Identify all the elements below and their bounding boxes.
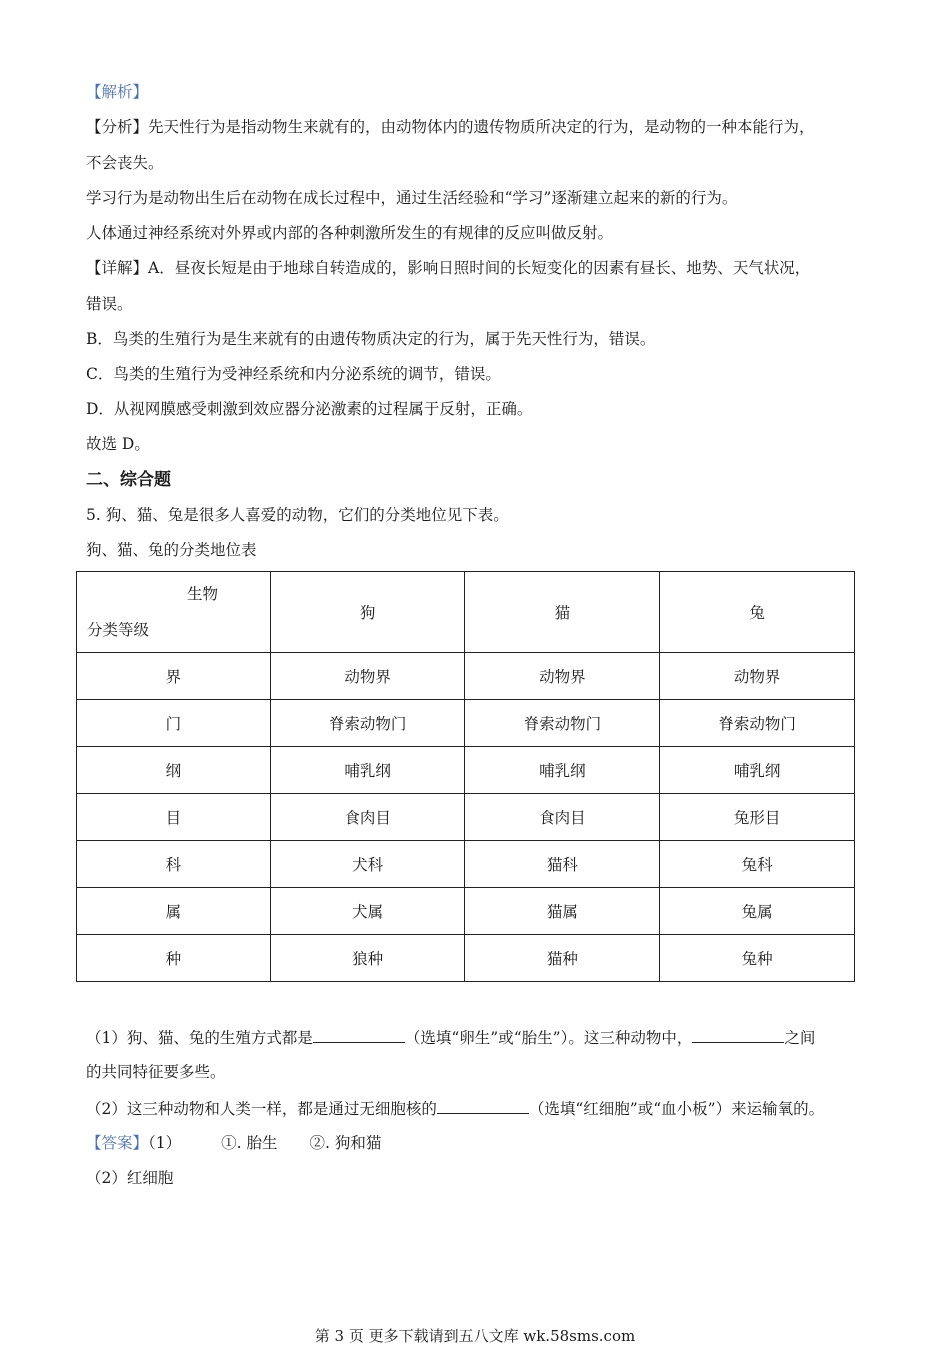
table-caption: 狗、猫、兔的分类地位表 [86,541,257,559]
sub-question-1-line2: 的共同特征要多些。 [86,1063,226,1081]
table-row [77,700,855,747]
q1-text-a: （1）狗、猫、兔的生殖方式都是 [86,1029,313,1047]
rank-cell: 科 [77,841,271,888]
table-cell: 动物界 [660,653,855,700]
answer-q1-b: ②. 狗和猫 [309,1134,382,1152]
answer-blank-2 [692,1026,784,1043]
table-row [77,841,855,888]
table-row [77,888,855,935]
rank-cell: 门 [77,700,271,747]
table-cell: 食肉目 [465,794,660,841]
table-cell: 兔科 [660,841,855,888]
analysis-line3: 学习行为是动物出生后在动物在成长过程中，通过生活经验和“学习”逐渐建立起来的新的行为。 [86,189,738,207]
rank-cell: 界 [77,653,271,700]
table-cell: 兔属 [660,888,855,935]
rank-cell: 纲 [77,747,271,794]
table-cell: 猫属 [465,888,660,935]
answer-blank-3 [437,1097,529,1114]
table-cell: 哺乳纲 [270,747,465,794]
answer-line-1 [86,1133,381,1153]
analysis-line4: 人体通过神经系统对外界或内部的各种刺激所发生的有规律的反应叫做反射。 [86,224,614,242]
analysis-fenxi-line2: 不会丧失。 [86,154,164,172]
fenxi-text: 先天性行为是指动物生来就有的，由动物体内的遗传物质所决定的行为，是动物的一种本能行为， [148,118,815,136]
table-cell: 猫科 [465,841,660,888]
table-row [77,653,855,700]
analysis-fenxi-line1 [86,117,815,137]
analysis-title: 【解析】 [86,83,149,101]
classification-table [76,571,855,982]
xiangjie-text: A．昼夜长短是由于地球自转造成的，影响日照时间的长短变化的因素有昼长、地势、天气状况， [148,259,811,277]
analysis-xiangjie-line1 [86,258,810,278]
column-header-cat: 猫 [465,572,660,653]
column-header-rabbit: 兔 [660,572,855,653]
answer-blank-1 [313,1026,405,1043]
table-cell: 脊索动物门 [660,700,855,747]
xiangjie-label: 【详解】 [86,259,149,277]
table-cell: 哺乳纲 [660,747,855,794]
q1-text-b: （选填“卵生”或“胎生”）。这三种动物中， [404,1029,693,1047]
question-5: 5. 狗、猫、兔是很多人喜爱的动物，它们的分类地位见下表。 [86,506,509,524]
rank-cell: 属 [77,888,271,935]
column-header-dog: 狗 [270,572,465,653]
q2-text-b: （选填“红细胞”或“血小板”）来运输氧的。 [528,1100,825,1118]
table-row [77,794,855,841]
analysis-option-c: C．鸟类的生殖行为受神经系统和内分泌系统的调节，错误。 [86,365,501,383]
sub-question-2 [86,1097,824,1119]
analysis-conclusion: 故选 D。 [86,435,150,453]
analysis-option-d: D．从视网膜感受刺激到效应器分泌激素的过程属于反射，正确。 [86,400,533,418]
table-row [77,747,855,794]
table-row [77,935,855,982]
table-cell: 兔形目 [660,794,855,841]
answer-q1-num: （1） [148,1134,182,1152]
table-header-row [77,572,855,653]
table-cell: 动物界 [270,653,465,700]
corner-rank-label: 分类等级 [87,621,150,639]
rank-cell: 种 [77,935,271,982]
answer-line-2: （2）红细胞 [86,1169,174,1187]
analysis-option-b: B．鸟类的生殖行为是生来就有的由遗传物质决定的行为，属于先天性行为，错误。 [86,330,656,348]
analysis-xiangjie-line2: 错误。 [86,295,133,313]
table-cell: 食肉目 [270,794,465,841]
table-cell: 哺乳纲 [465,747,660,794]
table-cell: 脊索动物门 [465,700,660,747]
fenxi-label: 【分析】 [86,118,149,136]
table-cell: 犬科 [270,841,465,888]
corner-organism-label: 生物 [187,585,219,603]
section-heading: 二、综合题 [86,470,171,490]
q2-text-a: （2）这三种动物和人类一样，都是通过无细胞核的 [86,1100,437,1118]
table-cell: 猫种 [465,935,660,982]
table-cell: 脊索动物门 [270,700,465,747]
answer-label: 【答案】 [86,1134,149,1152]
table-cell: 犬属 [270,888,465,935]
page-footer: 第 3 页 更多下载请到五八文库 wk.58sms.com [314,1327,636,1345]
q1-text-c: 之间 [784,1029,816,1047]
table-cell: 狼种 [270,935,465,982]
table-cell: 兔种 [660,935,855,982]
rank-cell: 目 [77,794,271,841]
table-corner-cell [77,572,271,653]
sub-question-1-line1 [86,1026,815,1048]
answer-q1-a: ①. 胎生 [221,1134,278,1152]
table-cell: 动物界 [465,653,660,700]
